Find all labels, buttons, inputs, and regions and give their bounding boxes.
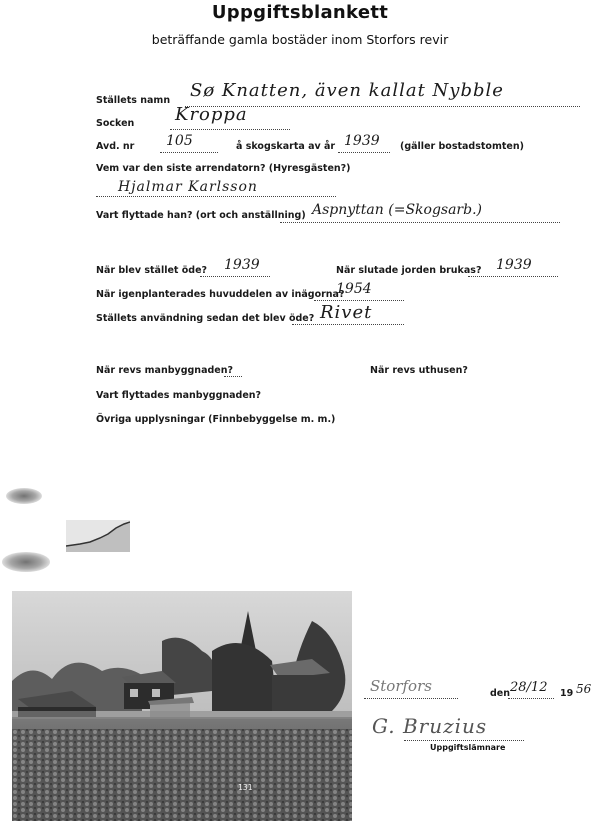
- flyttade-line: [280, 222, 560, 223]
- jorden-line: [468, 276, 558, 277]
- bostadstomten-label: (gäller bostadstomten): [400, 141, 524, 152]
- avd-label: Avd. nr: [96, 141, 135, 152]
- signature-name: G. Bruzius: [372, 714, 488, 738]
- avd-line: [160, 152, 218, 153]
- skogskarta-label: å skogskarta av år: [236, 141, 336, 152]
- place-line: [364, 698, 458, 699]
- date-line: [508, 698, 554, 699]
- signature-place: Storfors: [370, 677, 432, 695]
- anvandning-line: [292, 324, 404, 325]
- uppgiftslamnare-label: Uppgiftslämnare: [430, 743, 506, 752]
- socken-line: [170, 129, 290, 130]
- socken-value: Kroppa: [175, 104, 248, 125]
- arrendator-value: Hjalmar Karlsson: [118, 179, 258, 195]
- jorden-value: 1939: [496, 257, 532, 273]
- igenplanterades-label: När igenplanterades huvuddelen av inägorna?: [96, 289, 345, 300]
- signature-date: 28/12: [510, 680, 548, 695]
- den-label: den: [490, 688, 511, 699]
- manbyggnaden-line: [224, 376, 242, 377]
- ode-value: 1939: [224, 257, 260, 273]
- avd-value: 105: [166, 133, 193, 149]
- stallets-namn-label: Ställets namn: [96, 95, 171, 106]
- ovriga-label: Övriga upplysningar (Finnbebyggelse m. m.): [96, 414, 336, 425]
- scan-smudge: [6, 488, 42, 504]
- anvandning-label: Ställets användning sedan det blev öde?: [96, 313, 315, 324]
- photo-number: 131: [238, 783, 253, 792]
- flyttade-label: Vart flyttade han? (ort och anställning): [96, 210, 306, 221]
- arrendator-line: [96, 196, 336, 197]
- ode-label: När blev stället öde?: [96, 265, 208, 276]
- flyttades-label: Vart flyttades manbyggnaden?: [96, 390, 262, 401]
- scan-artifact: [66, 520, 130, 552]
- jorden-label: När slutade jorden brukas?: [336, 265, 482, 276]
- uthusen-label: När revs uthusen?: [370, 365, 468, 376]
- signature-line: [404, 740, 524, 741]
- house-photograph: [12, 591, 352, 821]
- manbyggnaden-label: När revs manbyggnaden?: [96, 365, 233, 376]
- skogskarta-year: 1939: [344, 133, 380, 149]
- year-prefix: 19: [560, 688, 574, 699]
- form-title: Uppgiftsblankett: [211, 2, 389, 23]
- igenplanterades-line: [314, 300, 404, 301]
- igenplanterades-value: 1954: [336, 281, 372, 297]
- socken-label: Socken: [96, 118, 135, 129]
- signature-year: 56: [576, 682, 592, 696]
- scan-smudge: [2, 552, 50, 572]
- arrendator-label: Vem var den siste arrendatorn? (Hyresgästen?): [96, 163, 351, 174]
- ode-line: [200, 276, 270, 277]
- anvandning-value: Rivet: [320, 302, 373, 323]
- skogskarta-line: [338, 152, 390, 153]
- form-subtitle: beträffande gamla bostäder inom Storfors revir: [151, 32, 449, 47]
- flyttade-value: Aspnyttan (=Skogsarb.): [312, 202, 483, 218]
- stallets-namn-value: Sø Knatten, även kallat Nybble: [190, 80, 504, 101]
